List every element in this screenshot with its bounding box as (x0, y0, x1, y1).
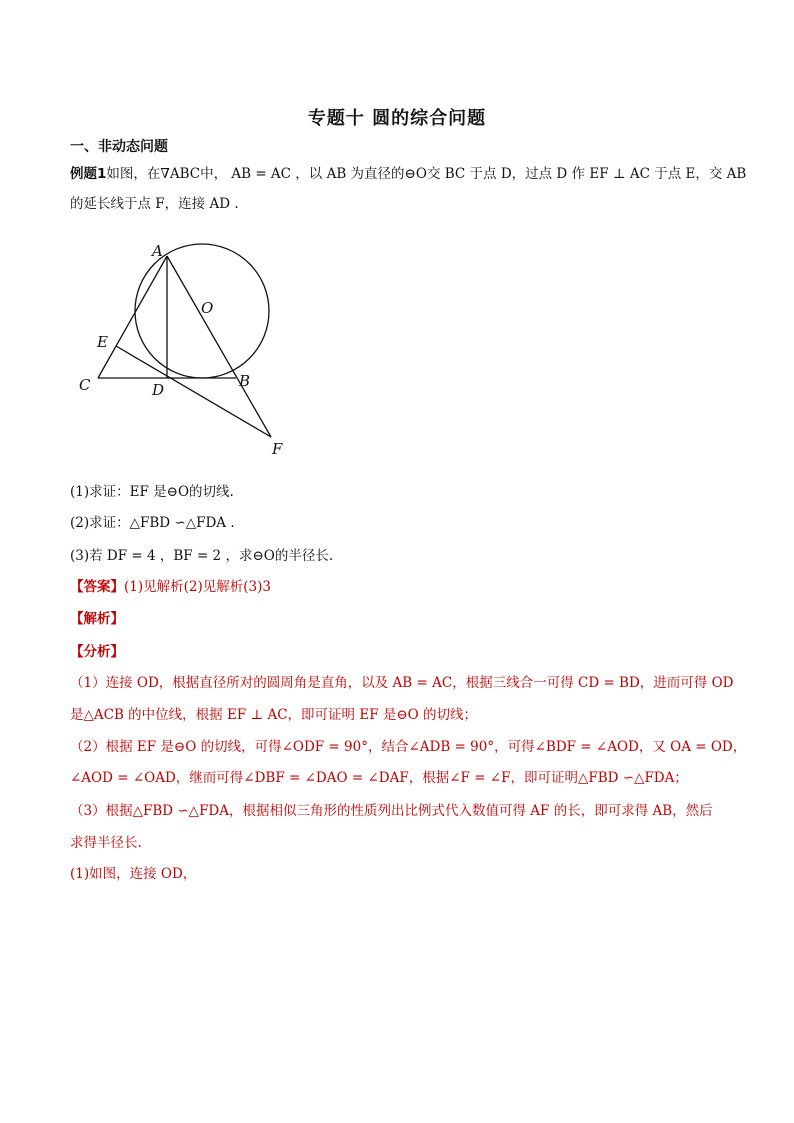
answer-tag: 【答案】 (70, 579, 124, 595)
example-text-1: 如图，在∇ABC中， AB = AC ，以 AB 为直径的⊖O交 BC 于点 D，过点 D 作 EF ⊥ AC 于点 E，交 AB (106, 166, 747, 182)
fenxi-tag: 【分析】 (70, 644, 124, 660)
example-line-2: 的延长线于点 F，连接 AD . (70, 196, 239, 212)
segment-af (167, 256, 271, 437)
page-title: 专题十 圆的综合问题 (307, 108, 487, 129)
label-b: B (239, 372, 251, 390)
fenxi-line-6: 求得半径长. (70, 835, 142, 851)
section-heading: 一、非动态问题 (70, 139, 168, 155)
label-a: A (152, 242, 163, 260)
question-1: (1)求证：EF 是⊖O的切线. (70, 484, 234, 500)
fenxi-line-2: 是△ACB 的中位线，根据 EF ⊥ AC，即可证明 EF 是⊖O 的切线； (70, 707, 478, 723)
answer-line (70, 577, 730, 597)
question-2: (2)求证：△FBD ∽△FDA . (70, 515, 235, 531)
analysis-tag: 【解析】 (70, 611, 124, 627)
question-3: (3)若 DF = 4 ，BF = 2 ，求⊖O的半径长. (70, 548, 334, 564)
label-f: F (272, 440, 283, 458)
solution-line: (1)如图，连接 OD， (70, 866, 197, 882)
fenxi-line-3: （2）根据 EF 是⊖O 的切线，可得∠ODF = 90°，结合∠ADB = 90°，可得∠BDF = ∠AOD，又 OA = OD， (70, 739, 747, 755)
fenxi-line-1: （1）连接 OD，根据直径所对的圆周角是直角，以及 AB = AC，根据三线合一可得 CD = BD，进而可得 OD (70, 675, 734, 691)
example-label: 例题1 (70, 166, 107, 182)
label-o: O (201, 299, 214, 317)
example-line-1 (70, 164, 747, 184)
fenxi-line-4: ∠AOD = ∠OAD，继而可得∠DBF = ∠DAO = ∠DAF，根据∠F = ∠F，即可证明△FBD ∽△FDA； (70, 770, 688, 786)
label-d: D (152, 381, 165, 399)
geometry-figure (70, 236, 310, 466)
label-e: E (97, 333, 108, 351)
label-c: C (79, 376, 91, 394)
fenxi-line-5: （3）根据△FBD ∽△FDA，根据相似三角形的性质列出比例式代入数值可得 AF 的长，即可求得 AB，然后 (70, 803, 713, 819)
answer-text: (1)见解析(2)见解析(3)3 (124, 579, 271, 595)
